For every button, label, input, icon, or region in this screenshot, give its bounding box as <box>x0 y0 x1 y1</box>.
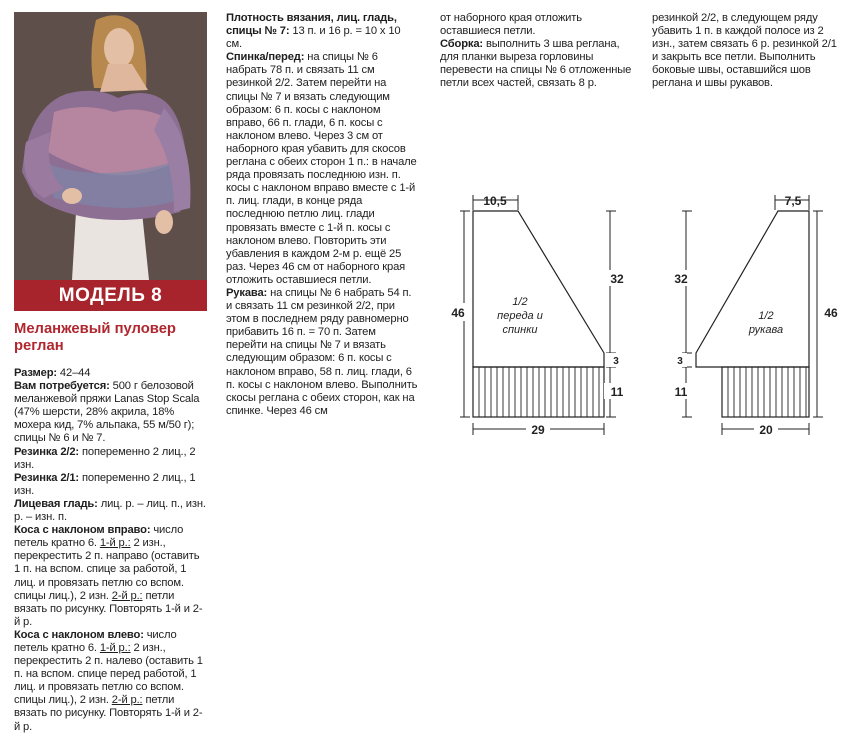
cable-left-text-1: число петель кратно 6. <box>14 628 177 654</box>
front-label-line1: 1/2 <box>512 296 528 308</box>
assembly-paragraph <box>440 38 632 90</box>
continuation-paragraph <box>440 12 632 38</box>
density-label: Плотность вязания, лиц. гладь, спицы № 7: <box>226 12 397 38</box>
cable-right-text-3: петли вязать по рисунку. Повторять 1-й и 2-й р. <box>14 589 203 628</box>
back-front-paragraph <box>226 51 418 287</box>
front-label-line2: переда и <box>497 310 543 322</box>
size-label: Размер: <box>14 367 57 379</box>
materials-paragraph <box>14 380 207 445</box>
sleeve-label-line2: рукава <box>748 324 784 336</box>
rib21-label: Резинка 2/1: <box>14 471 80 484</box>
sleeve-upper-height: 32 <box>674 272 688 286</box>
cable-right-paragraph <box>14 524 207 629</box>
cable-left-row1: 1-й р.: <box>99 641 131 654</box>
continuation-text: от наборного края отложить оставшиеся петли. <box>440 12 582 38</box>
cable-left-paragraph <box>14 629 207 734</box>
size-paragraph <box>14 367 207 380</box>
stockinette-label: Лицевая гладь: <box>14 497 98 510</box>
sleeves-label: Рукава: <box>226 286 268 299</box>
back-front-label: Спинка/перед: <box>226 51 305 64</box>
front-mid-height: 3 <box>613 356 619 367</box>
cable-left-label: Коса с наклоном влево: <box>14 628 144 641</box>
stockinette-text: лиц. р. – лиц. п., изн. р. – изн. п. <box>14 497 206 524</box>
page-title: Меланжевый пуловер реглан <box>14 321 176 354</box>
sleeve-outline <box>696 211 809 367</box>
materials-text: 500 г белозовой меланжевой пряжи Lanas Stop Scala (47% шерсти, 28% акрила, 18% мохера кид, 7% альпака, 55 м/50 г); спицы № 6 и № 7. <box>14 380 200 445</box>
sleeve-top-width: 7,5 <box>784 194 802 208</box>
front-rib-height: 11 <box>610 385 624 399</box>
front-rib-area <box>473 367 604 417</box>
model-photo <box>14 12 207 311</box>
sleeve-rib-lines <box>728 367 806 417</box>
density-paragraph <box>226 12 418 51</box>
sleeve-schematic <box>660 185 845 440</box>
size-value: 42–44 <box>56 367 91 379</box>
model-label: МОДЕЛЬ 8 <box>14 280 207 311</box>
cable-right-text-1: число петель кратно 6. <box>14 524 184 550</box>
cable-right-label: Коса с наклоном вправо: <box>14 524 151 537</box>
front-back-outline <box>473 211 604 367</box>
front-bottom-width: 29 <box>531 423 545 437</box>
front-rib-lines <box>479 367 599 417</box>
cable-left-text-3: петли вязать по рисунку. Повторять 1-й и 2-й р. <box>14 694 203 733</box>
finishing-paragraph <box>652 12 842 91</box>
sleeve-bottom-width: 20 <box>759 423 773 437</box>
finishing-text: резинкой 2/2, в следующем ряду убавить 1 п. в каждой полосе из 2 изн., затем связать 6 р. резинкой 2/1 и закрыть все петли. Выполнить боковые швы, оставшийся шов реглана и швы рукавов. <box>652 12 837 90</box>
stockinette-paragraph <box>14 498 207 524</box>
third-column <box>440 12 632 91</box>
cable-right-text-2: 2 изн., перекрестить 2 п. направо (оставить 1 п. на вспом. спице за работой, 1 лиц. и провязать петлю со вспом. спицы лиц.), 2 изн. <box>14 537 200 602</box>
rib22-paragraph <box>14 446 207 472</box>
front-top-width: 10,5 <box>483 194 507 208</box>
sleeve-rib-height: 11 <box>674 385 688 399</box>
cable-left-text-2: 2 изн., перекрестить 2 п. налево (оставить 1 п. на вспом. спице перед работой, 1 лиц. и провязать петлю со вспом. спицы лиц.), 2 изн. <box>14 641 203 707</box>
sleeves-paragraph <box>226 287 418 418</box>
materials-label: Вам потребуется: <box>14 380 110 393</box>
rib21-text: попеременно 2 лиц., 1 изн. <box>14 471 196 497</box>
front-upper-height: 32 <box>610 272 624 286</box>
rib22-label: Резинка 2/2: <box>14 445 80 458</box>
model-illustration <box>14 12 207 280</box>
assembly-text: выполнить 3 шва реглана, для планки выреза горловины перевести на спицы № 6 отложенные петли всех частей, связать 8 р. <box>440 38 632 90</box>
front-total-height: 46 <box>451 306 465 320</box>
back-front-text: на спицы № 6 набрать 78 п. и связать 11 см резинкой 2/2. Затем перейти на спицы № 7 и вязать следующим образом: 6 п. косы с наклоном вправо, 66 п. глади, 6 п. косы с наклоном влево. Через 3 см от наборного края убавить для скосов реглана с обеих сторон 1 п.: в начале ряда провязать последнюю изн. п. косы с наклоном вправо вместе с 1-й п. лиц. глади, в конце ряда последнюю петлю лиц. глади провязать вместе с 1-й п. косы с наклоном влево. Повторить эти убавления в каждом 2-м р. ещё 25 раз. Через 46 см от наборного края отложить оставшиеся петли. <box>226 51 417 286</box>
cable-left-row2: 2-й р.: <box>111 694 143 707</box>
rib21-paragraph <box>14 472 207 498</box>
fourth-column <box>652 12 842 91</box>
assembly-label: Сборка: <box>440 38 484 51</box>
sleeve-label-line1: 1/2 <box>758 310 774 322</box>
sleeve-mid-height: 3 <box>677 356 683 367</box>
sleeve-rib-area <box>722 367 809 417</box>
left-column <box>14 367 207 734</box>
rib22-text: попеременно 2 лиц., 2 изн. <box>14 445 196 471</box>
sleeve-total-height: 46 <box>824 306 838 320</box>
cable-right-row2: 2-й р.: <box>111 589 143 602</box>
middle-column <box>226 12 418 418</box>
density-text: 13 п. и 16 р. = 10 x 10 см. <box>226 25 401 51</box>
front-label-line3: спинки <box>502 324 538 336</box>
sleeves-text: на спицы № 6 набрать 54 п. и связать 11 см резинкой 2/2, при этом в последнем ряду равномерно прибавить 16 п. = 70 п. Затем перейти на спицы № 7 и вязать следующим образом: 6 п. косы с наклоном вправо, 58 п. лиц. глади, 6 п. косы с наклоном влево. Выполнить скосы реглана с обеих сторон, как на спинке. Через 46 см <box>226 286 418 417</box>
front-back-schematic <box>440 185 624 440</box>
cable-right-row1: 1-й р.: <box>99 537 131 550</box>
